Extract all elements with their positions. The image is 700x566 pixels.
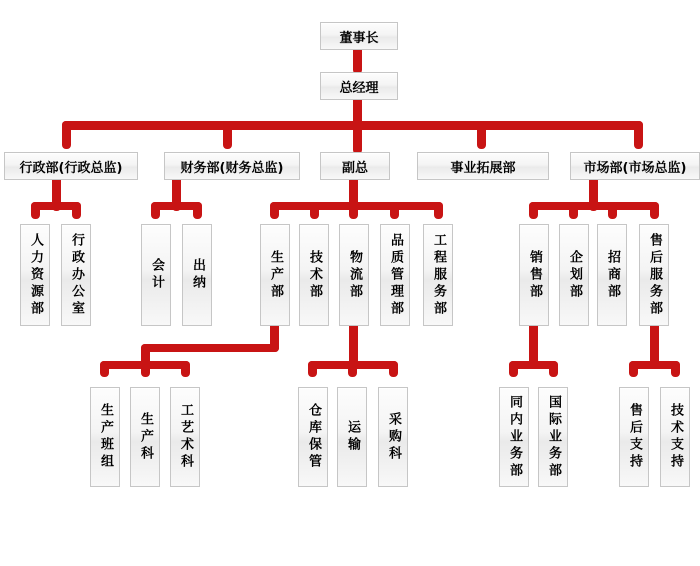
connector-chairman-gm bbox=[353, 46, 362, 74]
connector-admin-hook bbox=[72, 202, 81, 219]
connector-production-hook bbox=[141, 361, 150, 377]
org-node-craft-section: 工艺术科 bbox=[170, 387, 200, 487]
connector-stub-finance bbox=[223, 121, 232, 149]
org-node-production-team: 生产班组 bbox=[90, 387, 120, 487]
org-node-vice-gm: 副总 bbox=[320, 152, 390, 180]
org-node-purchasing: 采购科 bbox=[378, 387, 408, 487]
connector-stub-admin bbox=[62, 121, 71, 149]
connector-sales-hook bbox=[509, 361, 518, 377]
connector-l2-bar bbox=[62, 121, 643, 130]
org-node-merchants: 招商部 bbox=[597, 224, 627, 326]
connector-logistics-hook bbox=[389, 361, 398, 377]
org-node-after-sales-support: 售后支持 bbox=[619, 387, 649, 487]
org-node-after-sales-service: 售后服务部 bbox=[639, 224, 669, 326]
connector-stub-bizdev bbox=[477, 121, 486, 149]
org-node-sales: 销售部 bbox=[519, 224, 549, 326]
connector-market-hook bbox=[569, 202, 578, 219]
connector-admin-hook bbox=[31, 202, 40, 219]
org-node-admin-dept: 行政部(行政总监) bbox=[4, 152, 138, 180]
connector-market-hook bbox=[650, 202, 659, 219]
connector-production-hook bbox=[100, 361, 109, 377]
connector-production-hook bbox=[181, 361, 190, 377]
connector-finance-hook bbox=[151, 202, 160, 219]
connector-logistics-hook bbox=[348, 361, 357, 377]
connector-vicegm-hook bbox=[310, 202, 319, 219]
connector-vicegm-hook bbox=[270, 202, 279, 219]
connector-market-hook bbox=[608, 202, 617, 219]
connector-logistics-hook bbox=[308, 361, 317, 377]
org-node-bizdev-dept: 事业拓展部 bbox=[417, 152, 549, 180]
org-node-engineering-service: 工程服务部 bbox=[423, 224, 453, 326]
connector-finance-hook bbox=[193, 202, 202, 219]
connector-sales-hook bbox=[549, 361, 558, 377]
connector-stub-market bbox=[634, 121, 643, 149]
connector-vicegm-hook bbox=[349, 202, 358, 219]
connector-production-elbow bbox=[141, 344, 279, 352]
org-node-international-business: 国际业务部 bbox=[538, 387, 568, 487]
org-node-accounting: 会计 bbox=[141, 224, 171, 326]
org-node-hr: 人力资源部 bbox=[20, 224, 50, 326]
org-node-tech-support: 技术支持 bbox=[660, 387, 690, 487]
org-node-production: 生产部 bbox=[260, 224, 290, 326]
org-node-technology: 技术部 bbox=[299, 224, 329, 326]
org-node-domestic-business: 同内业务部 bbox=[499, 387, 529, 487]
org-node-production-section: 生产科 bbox=[130, 387, 160, 487]
org-node-market-dept: 市场部(市场总监) bbox=[570, 152, 700, 180]
connector-aftersales-hook bbox=[671, 361, 680, 377]
org-node-finance-dept: 财务部(财务总监) bbox=[164, 152, 300, 180]
connector-vicegm-hook bbox=[434, 202, 443, 219]
org-node-general-manager: 总经理 bbox=[320, 72, 398, 100]
org-node-logistics: 物流部 bbox=[339, 224, 369, 326]
connector-vicegm-hook bbox=[390, 202, 399, 219]
org-node-warehouse: 仓库保管 bbox=[298, 387, 328, 487]
org-node-planning: 企划部 bbox=[559, 224, 589, 326]
org-node-chairman: 董事长 bbox=[320, 22, 398, 50]
org-node-transport: 运输 bbox=[337, 387, 367, 487]
connector-aftersales-hook bbox=[629, 361, 638, 377]
connector-market-bar bbox=[529, 202, 659, 210]
org-node-cashier: 出纳 bbox=[182, 224, 212, 326]
org-node-quality: 品质管理部 bbox=[380, 224, 410, 326]
connector-market-hook bbox=[529, 202, 538, 219]
org-node-admin-office: 行政办公室 bbox=[61, 224, 91, 326]
